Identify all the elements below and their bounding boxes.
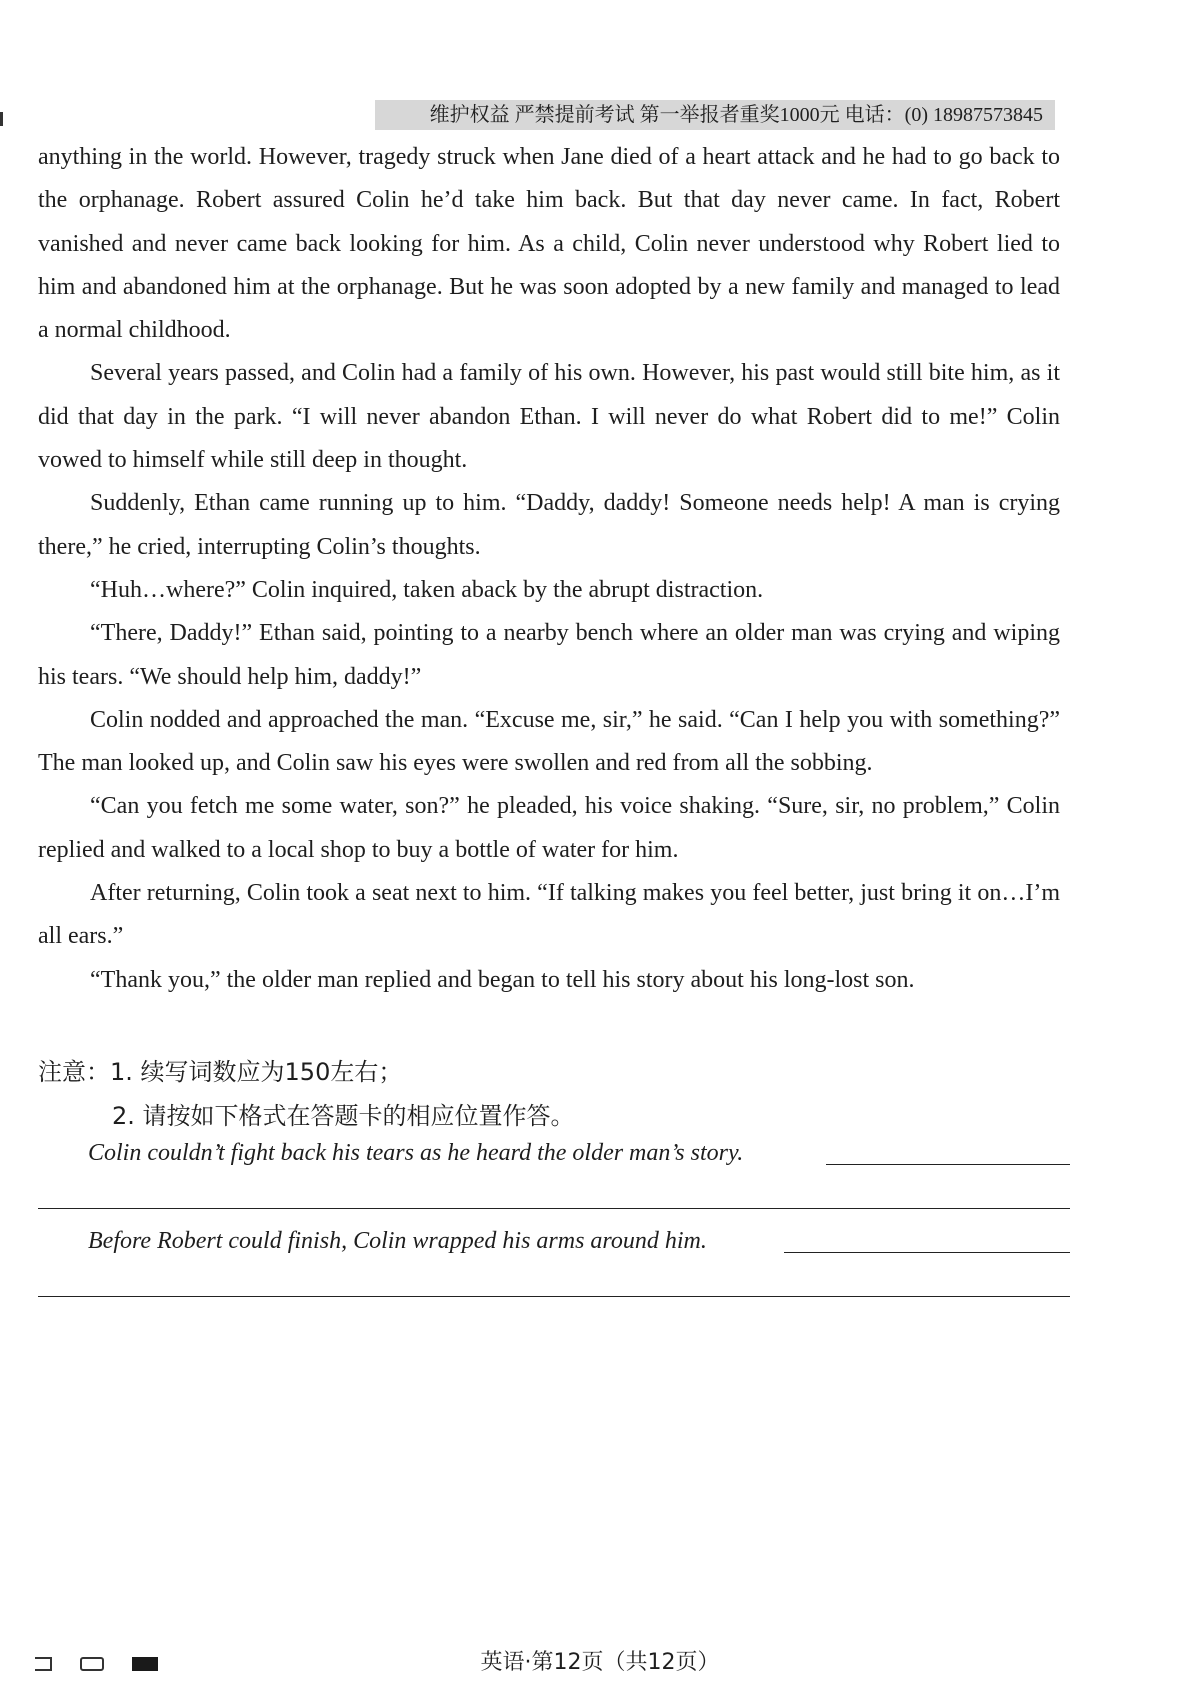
answer-blank-second[interactable] — [784, 1252, 1070, 1253]
scan-edge-mark — [0, 112, 3, 126]
answer-line-first[interactable] — [38, 1208, 1070, 1209]
page-footer: 英语·第12页（共12页） — [480, 1650, 720, 1675]
instructions-notes — [38, 1050, 1060, 1138]
story-paragraph: Colin nodded and approached the man. “Excuse me, sir,” he said. “Can I help you with something?” The man looked up, and Colin saw his eyes were swollen and red from all the sobbing. — [38, 706, 1060, 777]
story-paragraph: “Thank you,” the older man replied and began to tell his story about his long-lost son. — [90, 966, 915, 993]
answer-line-second[interactable] — [38, 1296, 1070, 1297]
note-word-count: 注意：1. 续写词数应为150左右； — [38, 1058, 403, 1086]
story-text — [38, 136, 1060, 1002]
story-paragraph: “Huh…where?” Colin inquired, taken aback by the abrupt distraction. — [90, 576, 764, 603]
continuation-prompt-first: Colin couldn’t fight back his tears as he heard the older man’s story. — [88, 1140, 744, 1166]
story-paragraph: “There, Daddy!” Ethan said, pointing to a nearby bench where an older man was crying and wiping his tears. “We should help him, daddy!” — [38, 620, 1060, 690]
continuation-prompt-second: Before Robert could finish, Colin wrapped his arms around him. — [88, 1228, 707, 1254]
header-notice-text: 维护权益 严禁提前考试 第一举报者重奖1000元 电话：(0) 18987573845 — [429, 104, 1043, 126]
answer-blank-first[interactable] — [826, 1164, 1070, 1165]
story-paragraph: anything in the world. However, tragedy struck when Jane died of a heart attack and he had to go back to the orphanage. Robert assured Colin he’d take him back. But that day never came. In fact, Robert vanished and never came back looking for him. As a child, Colin never understood why Robert lied to him and abandoned him at the orphanage. But he was soon adopted by a new family and managed to lead a normal childhood. — [38, 144, 1060, 344]
note-answer-format: 2. 请按如下格式在答题卡的相应位置作答。 — [112, 1102, 575, 1130]
header-notice-bar — [375, 100, 1055, 130]
story-paragraph: “Can you fetch me some water, son?” he pleaded, his voice shaking. “Sure, sir, no problem,” Colin replied and walked to a local shop to buy a bottle of water for him. — [38, 793, 1060, 863]
story-paragraph: Several years passed, and Colin had a family of his own. However, his past would still bite him, as it did that day in the park. “I will never abandon Ethan. I will never do what Robert did to me!” Colin vowed to himself while still deep in thought. — [38, 360, 1060, 474]
story-paragraph: Suddenly, Ethan came running up to him. “Daddy, daddy! Someone needs help! A man is crying there,” he cried, interrupting Colin’s thoughts. — [38, 490, 1060, 560]
story-paragraph: After returning, Colin took a seat next to him. “If talking makes you feel better, just bring it on…I’m all ears.” — [38, 880, 1060, 950]
